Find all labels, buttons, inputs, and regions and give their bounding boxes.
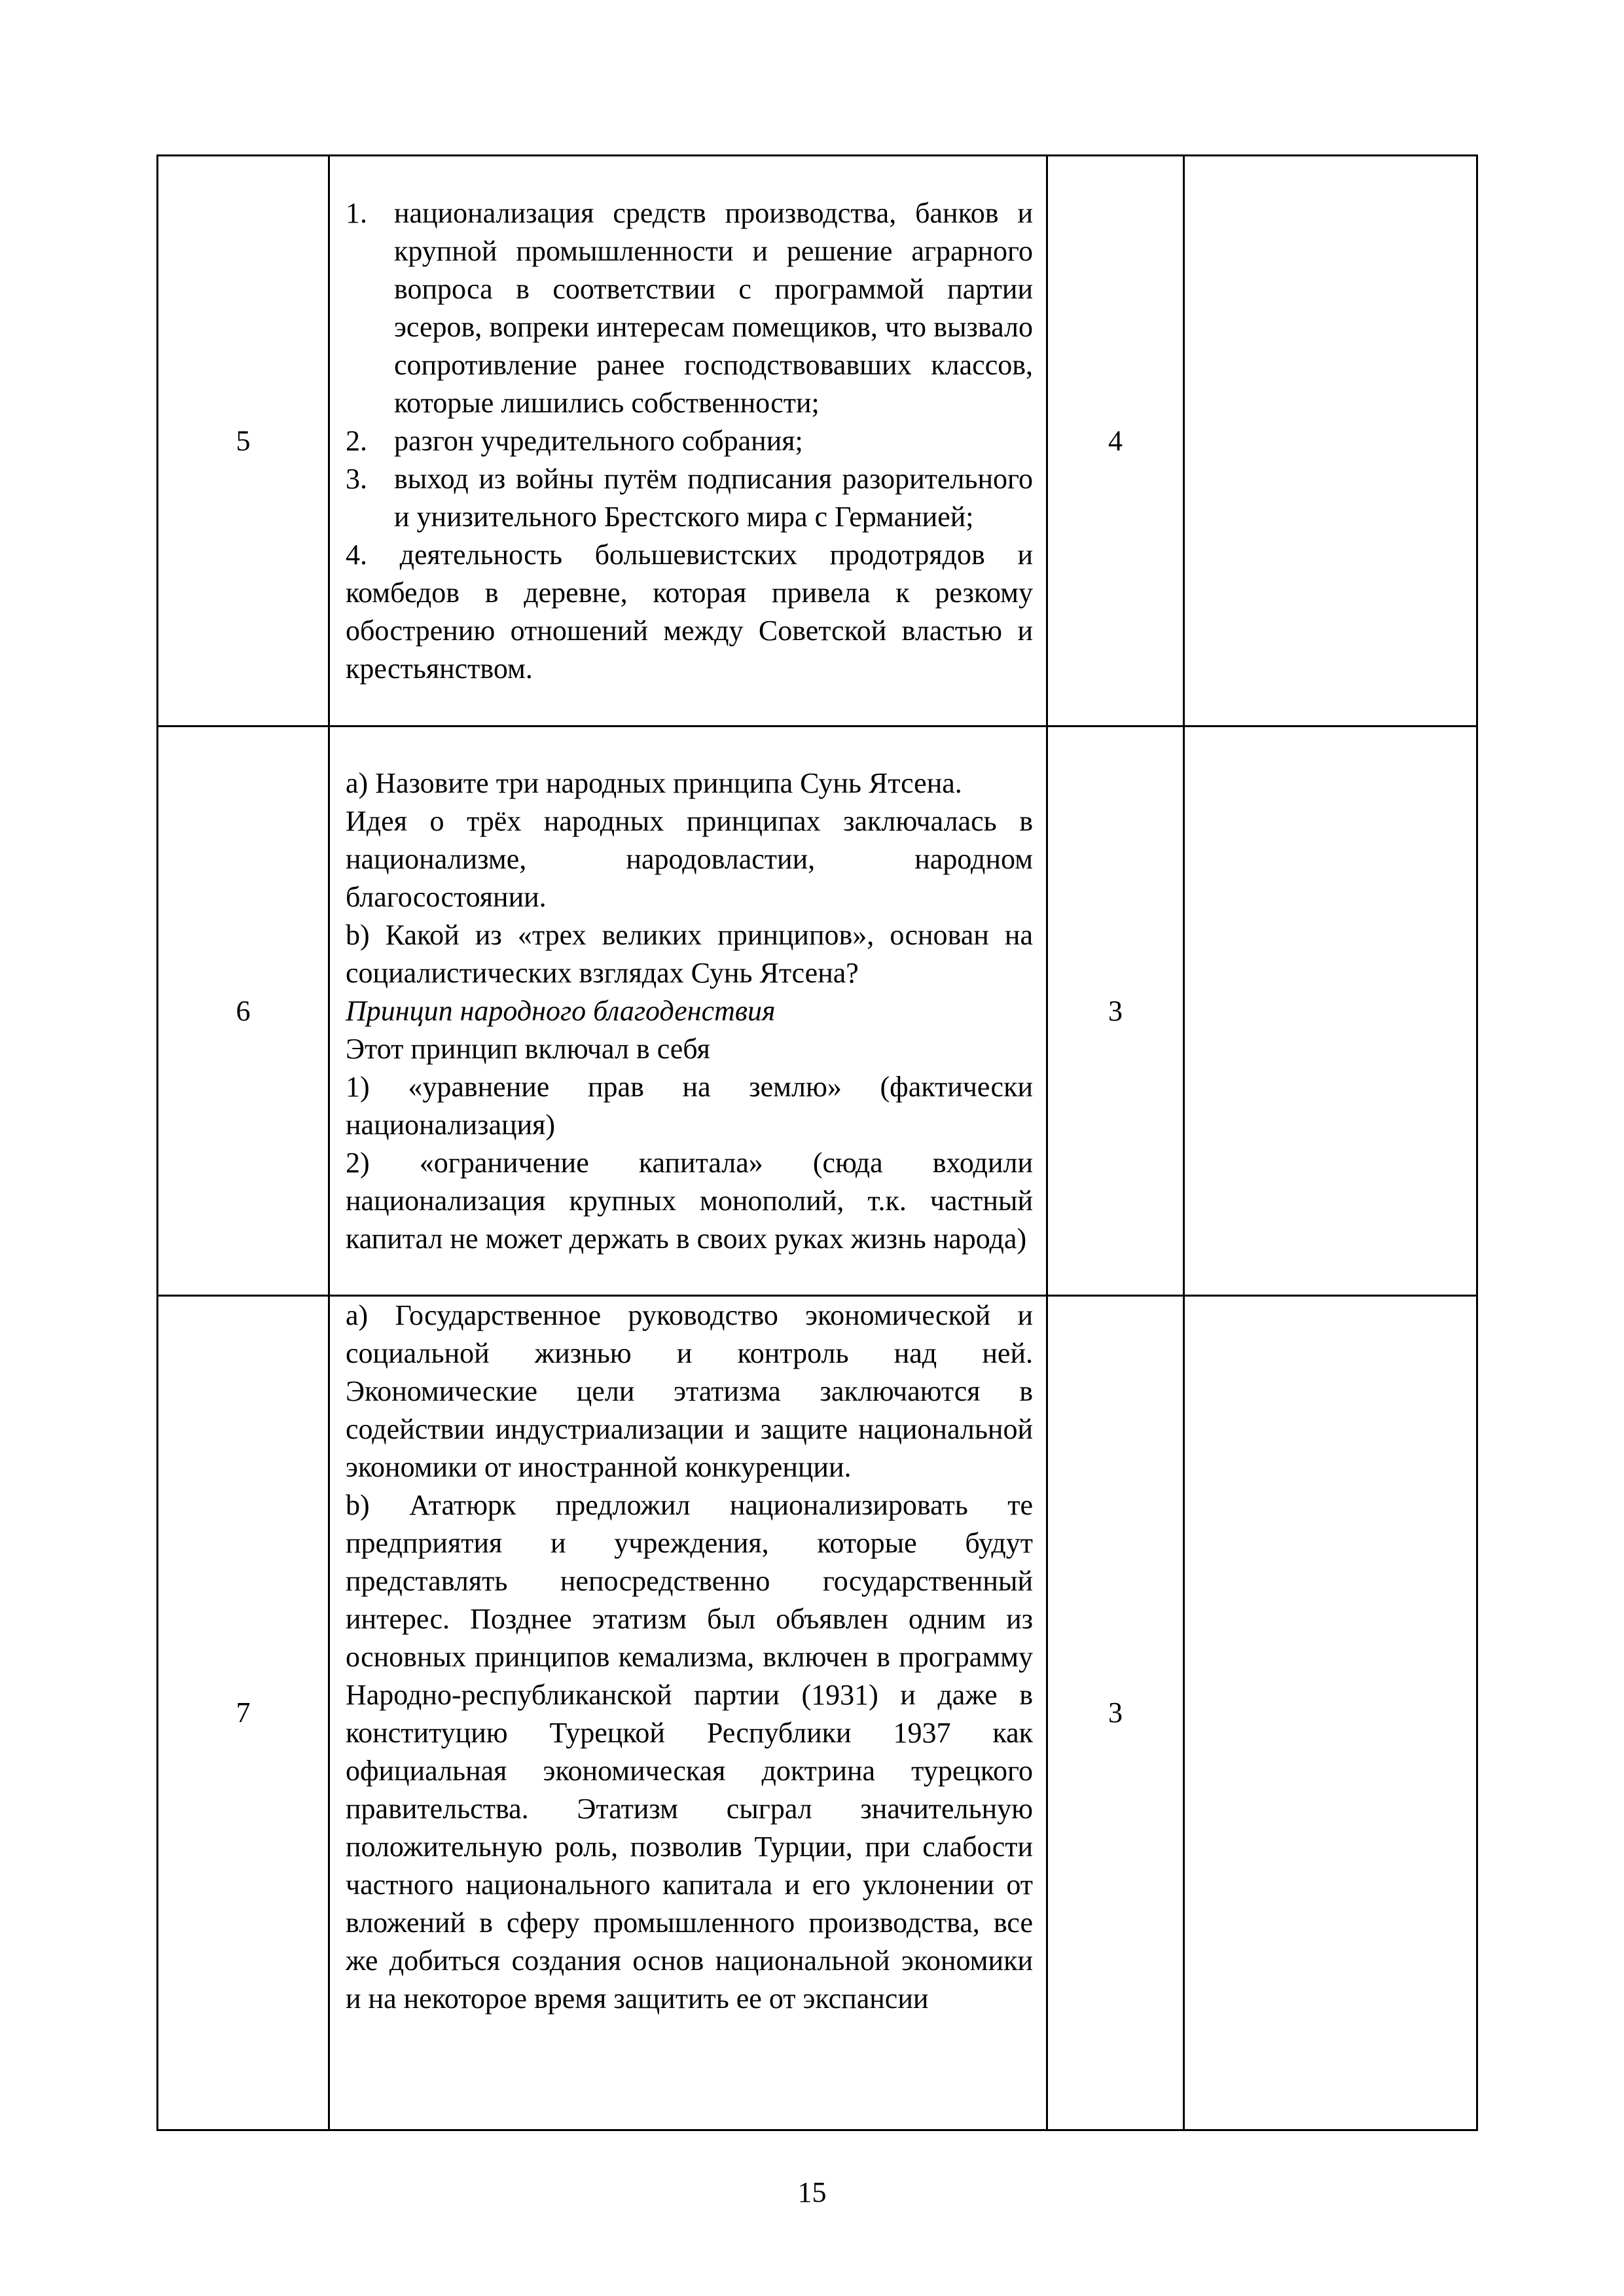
answer-a: Идея о трёх народных принципах заключалась в национализме, народовластии, народном благосостоянии. bbox=[346, 804, 1033, 913]
score-cell bbox=[1047, 156, 1184, 726]
question-number-cell bbox=[158, 156, 329, 726]
answer-b-intro: Этот принцип включал в себя bbox=[346, 1032, 710, 1065]
question-number: 6 bbox=[236, 994, 251, 1027]
part-a: a) Государственное руководство экономической и социальной жизнью и контроль над ней. Экономические цели этатизма заключаются в содействии индустриализации и защите национальной экономики от иностранной конкуренции. bbox=[346, 1299, 1033, 1483]
table-row bbox=[158, 726, 1477, 1296]
answer-text-cell bbox=[329, 1296, 1047, 2130]
question-number-cell bbox=[158, 726, 329, 1296]
score-cell bbox=[1047, 726, 1184, 1296]
answer-b-item-2: 2) «ограничение капитала» (сюда входили национализация крупных монополий, т.к. частный капитал не может держать в своих руках жизнь народа) bbox=[346, 1146, 1033, 1255]
list-item-text: разгон учредительного собрания; bbox=[394, 424, 803, 457]
empty-cell bbox=[1184, 156, 1477, 726]
answer-text-cell bbox=[329, 726, 1047, 1296]
question-b: b) Какой из «трех великих принципов», основан на социалистических взглядах Сунь Ятсена? bbox=[346, 918, 1033, 989]
page-number: 15 bbox=[797, 2176, 827, 2208]
empty-cell bbox=[1184, 1296, 1477, 2130]
list-marker: 2. bbox=[346, 424, 367, 457]
list-marker: 1. bbox=[346, 196, 367, 229]
score-cell bbox=[1047, 1296, 1184, 2130]
list-item-text: выход из войны путём подписания разорительного и унизительного Брестского мира с Германией; bbox=[394, 462, 1033, 533]
question-a: a) Назовите три народных принципа Сунь Ятсена. bbox=[346, 766, 962, 799]
paragraph: 4. деятельность большевистских продотрядов и комбедов в деревне, которая привела к резкому обострению отношений между Советской властью и крестьянством. bbox=[346, 538, 1033, 685]
empty-cell bbox=[1184, 726, 1477, 1296]
question-number: 5 bbox=[236, 424, 251, 457]
answer-b-title: Принцип народного благоденствия bbox=[346, 994, 776, 1027]
score-value: 3 bbox=[1108, 1696, 1123, 1729]
list-marker: 3. bbox=[346, 462, 367, 495]
list-item bbox=[346, 422, 1033, 460]
part-b: b) Ататюрк предложил национализировать те предприятия и учреждения, которые будут представлять непосредственно государственный интерес. Позднее этатизм был объявлен одним из основных принципов кемализма, включен в программу Народно-республиканской партии (1931) и даже в конституцию Турецкой Республики 1937 как официальная экономическая доктрина турецкого правительства. Этатизм сыграл значительную положительную роль, позволив Турции, при слабости частного национального капитала и его уклонении от вложений в сферу промышленного производства, все же добиться создания основ национальной экономики и на некоторое время защитить ее от экспансии bbox=[346, 1489, 1033, 2015]
answer-table bbox=[156, 154, 1478, 2131]
score-value: 3 bbox=[1108, 994, 1123, 1027]
table-row bbox=[158, 1296, 1477, 2130]
question-number-cell bbox=[158, 1296, 329, 2130]
list-item-text: национализация средств производства, банков и крупной промышленности и решение аграрного вопроса в соответствии с программой партии эсеров, вопреки интересам помещиков, что вызвало сопротивление ранее господствовавших классов, которые лишились собственности; bbox=[394, 196, 1033, 419]
answer-text-cell bbox=[329, 156, 1047, 726]
list-item bbox=[346, 194, 1033, 422]
table-row bbox=[158, 156, 1477, 726]
answer-b-item-1: 1) «уравнение прав на землю» (фактически национализация) bbox=[346, 1070, 1033, 1141]
list-item bbox=[346, 460, 1033, 536]
score-value: 4 bbox=[1108, 424, 1123, 457]
question-number: 7 bbox=[236, 1696, 251, 1729]
